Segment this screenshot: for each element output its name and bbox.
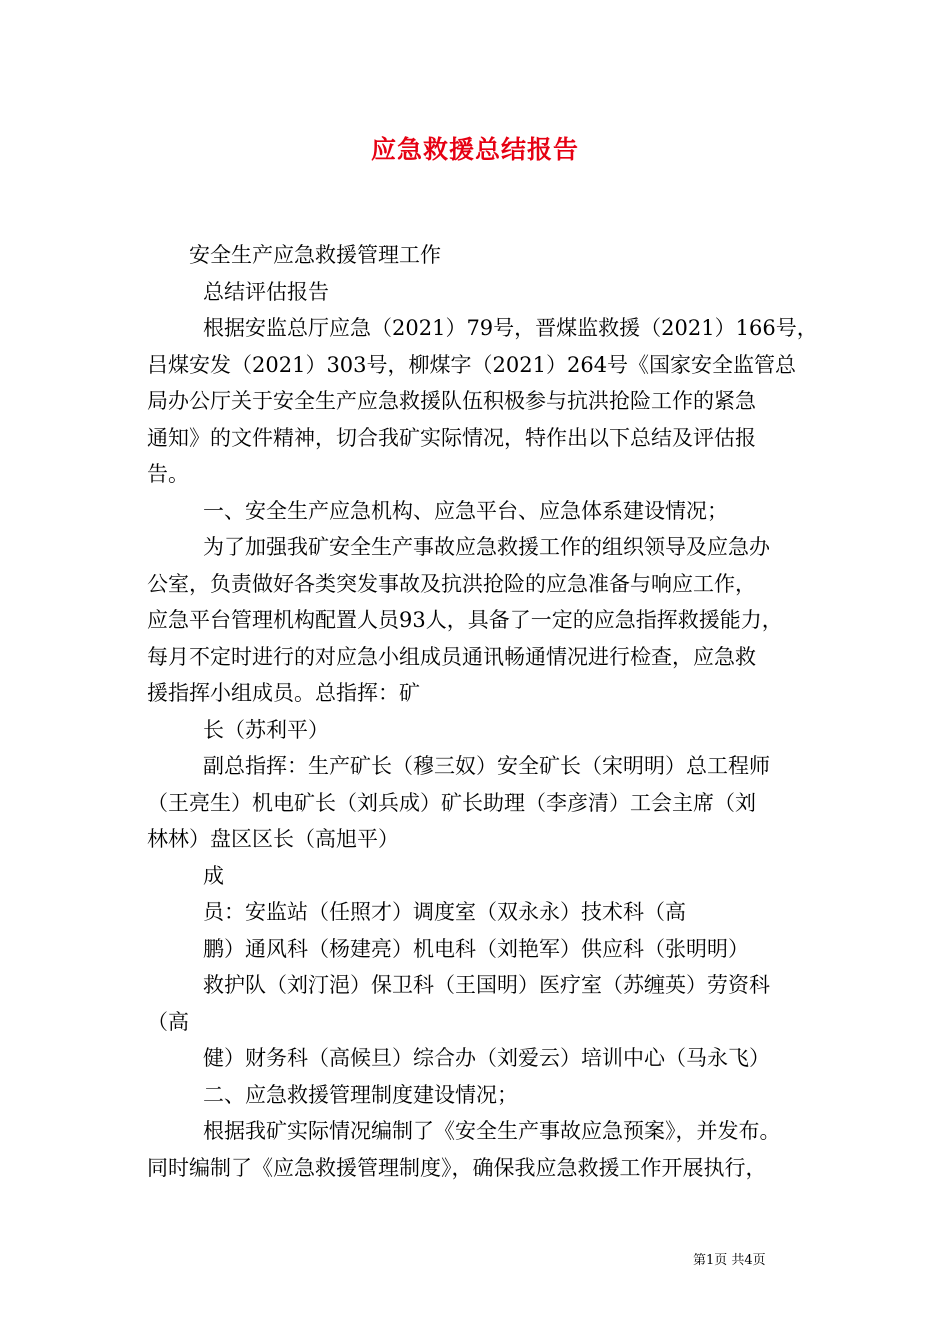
paragraph-line: 安全生产应急救援管理工作 [189, 243, 441, 267]
paragraph-line: 局办公厅关于安全生产应急救援队伍积极参与抗洪抢险工作的紧急 [147, 389, 756, 413]
paragraph-line: 成 [203, 863, 224, 888]
paragraph-line: 告。 [147, 462, 189, 486]
paragraph-line: 吕煤安发（2021）303号，柳煤字（2021）264号《国家安全监管总 [147, 352, 797, 377]
paragraph-line: 应急平台管理机构配置人员93人，具备了一定的应急指挥救援能力， [147, 608, 783, 632]
document-body [147, 237, 817, 1186]
paragraph-line: 根据安监总厅应急（2021）79号，晋煤监救援（2021）166号， [203, 316, 818, 340]
paragraph-line: 林林）盘区区长（高旭平） [147, 827, 399, 851]
paragraph-line: 救护队（刘汀浥）保卫科（王国明）医疗室（苏缠英）劳资科 [203, 973, 770, 997]
paragraph-line: 公室，负责做好各类突发事故及抗洪抢险的应急准备与响应工作， [147, 571, 756, 596]
paragraph-line: 长（苏利平） [203, 717, 329, 742]
paragraph-line: 二、应急救援管理制度建设情况； [203, 1082, 518, 1107]
paragraph-line: 根据我矿实际情况编制了《安全生产事故应急预案》，并发布。 [203, 1119, 781, 1143]
paragraph-line: 一、安全生产应急机构、应急平台、应急体系建设情况； [203, 498, 728, 523]
paragraph-line: 副总指挥：生产矿长（穆三奴）安全矿长（宋明明）总工程师 [203, 754, 770, 778]
paragraph-line: 鹏）通风科（杨建亮）机电科（刘艳军）供应科（张明明） [203, 936, 749, 961]
paragraph-line: 健）财务科（高候旦）综合办（刘爱云）培训中心（马永飞） [203, 1046, 770, 1070]
document-title: 应急救援总结报告 [370, 135, 579, 164]
paragraph-line: 通知》的文件精神，切合我矿实际情况，特作出以下总结及评估报 [147, 425, 756, 450]
paragraph-line: （高 [147, 1009, 189, 1034]
page-number: 第1页 共4页 [693, 1253, 766, 1268]
paragraph-line: 员：安监站（任照才）调度室（双永永）技术科（高 [203, 900, 686, 924]
paragraph-line: 每月不定时进行的对应急小组成员通讯畅通情况进行检查，应急救 [147, 644, 756, 669]
paragraph-line: 同时编制了《应急救援管理制度》，确保我应急救援工作开展执行， [147, 1155, 767, 1180]
paragraph-line: 为了加强我矿安全生产事故应急救援工作的组织领导及应急办 [203, 535, 770, 559]
paragraph-line: 总结评估报告 [203, 279, 329, 304]
paragraph-line: 援指挥小组成员。总指挥：矿 [147, 681, 420, 705]
paragraph-line: （王亮生）机电矿长（刘兵成）矿长助理（李彦清）工会主席（刘 [147, 790, 756, 815]
